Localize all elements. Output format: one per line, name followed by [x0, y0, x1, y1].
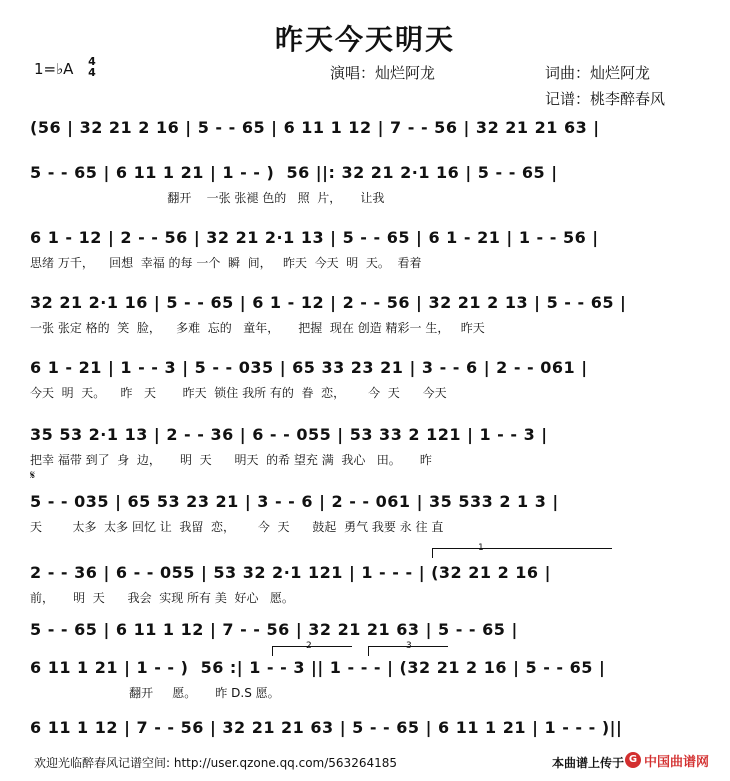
volta-bracket-tick [432, 548, 433, 558]
time-signature-bottom: 4 [88, 66, 96, 79]
score-notes: 6 11 1 12 | 7 - - 56 | 32 21 21 63 | 5 - - 65 | 6 11 1 21 | 1 - - - )|| [30, 718, 623, 737]
score-notes: 32 21 2·1 16 | 5 - - 65 | 6 1 - 12 | 2 - - 56 | 32 21 2 13 | 5 - - 65 | [30, 293, 627, 312]
score-lyrics: 翻开 一张 张褪 色的 照 片， 让我 [30, 191, 385, 205]
logo-text: 中国曲谱网 [644, 754, 710, 770]
score-notes: 6 11 1 21 | 1 - - ) 56 :| 1 - - 3 || 1 - - - | (32 21 2 16 | 5 - - 65 | [30, 658, 606, 677]
composer-credit: 词曲：灿烂阿龙 [545, 64, 651, 82]
score-lyrics: 前， 明 天 我会 实现 所有 美 好心 愿。 [30, 591, 294, 605]
score-notes: 5 - - 65 | 6 11 1 12 | 7 - - 56 | 32 21 21 63 | 5 - - 65 | [30, 620, 518, 639]
volta-bracket-tick [272, 646, 273, 656]
song-title: 昨天今天明天 [274, 23, 455, 56]
site-logo[interactable] [625, 750, 720, 770]
singer-credit: 演唱：灿烂阿龙 [330, 64, 436, 82]
logo-icon: G [625, 752, 641, 768]
time-signature-top: 4 [88, 55, 96, 68]
time-signature [86, 56, 98, 78]
footer-upload: 本曲谱上传于 [552, 756, 625, 770]
score-lyrics: 思绪 万千， 回想 幸福 的每 一个 瞬 间， 昨天 今天 明 天。 看着 [30, 256, 422, 270]
volta-bracket [272, 646, 352, 647]
score-notes: 35 53 2·1 13 | 2 - - 36 | 6 - - 055 | 53 33 2 121 | 1 - - 3 | [30, 425, 548, 444]
score-lyrics: 一张 张定 格的 笑 脸， 多难 忘的 童年， 把握 现在 创造 精彩一 生， 昨天 [30, 321, 485, 335]
recorder-credit: 记谱：桃李醉春风 [545, 90, 666, 108]
score-lyrics: 把幸 福带 到了 身 边， 明 天 明天 的希 望充 满 我心 田。 昨 [30, 453, 432, 467]
volta-label: 2 [306, 641, 312, 651]
volta-bracket-tick [368, 646, 369, 656]
score-lyrics [30, 144, 700, 160]
score-lyrics: 翻开 愿。 昨 D.S 愿。 [30, 686, 280, 700]
score-lyrics: 今天 明 天。 昨 天 昨天 锁住 我所 有的 眷 恋， 今 天 今天 [30, 386, 447, 400]
segno-sign: 𝄋 [30, 468, 36, 482]
score-lyrics: 天 太多 太多 回忆 让 我留 恋， 今 天 鼓起 勇气 我要 永 往 直 [30, 520, 444, 534]
score-notes: 6 1 - 12 | 2 - - 56 | 32 21 2·1 13 | 5 - - 65 | 6 1 - 21 | 1 - - 56 | [30, 228, 599, 247]
score-notes: 2 - - 36 | 6 - - 055 | 53 32 2·1 121 | 1 - - - | (32 21 2 16 | [30, 563, 551, 582]
volta-label: 1 [478, 543, 484, 553]
footer-welcome: 欢迎光临醉春风记谱空间: http://user.qzone.qq.com/563264185 [34, 756, 398, 770]
score-notes: 5 - - 035 | 65 53 23 21 | 3 - - 6 | 2 - - 061 | 35 533 2 1 3 | [30, 492, 559, 511]
volta-bracket [432, 548, 612, 549]
score-notes: 5 - - 65 | 6 11 1 21 | 1 - - ) 56 ||: 32 21 2·1 16 | 5 - - 65 | [30, 163, 558, 182]
score-notes: 6 1 - 21 | 1 - - 3 | 5 - - 035 | 65 33 23 21 | 3 - - 6 | 2 - - 061 | [30, 358, 588, 377]
score-notes: (56 | 32 21 2 16 | 5 - - 65 | 6 11 1 12 | 7 - - 56 | 32 21 21 63 | [30, 118, 600, 137]
key-signature: 1=♭A [34, 60, 74, 78]
volta-label: 3 [406, 641, 412, 651]
